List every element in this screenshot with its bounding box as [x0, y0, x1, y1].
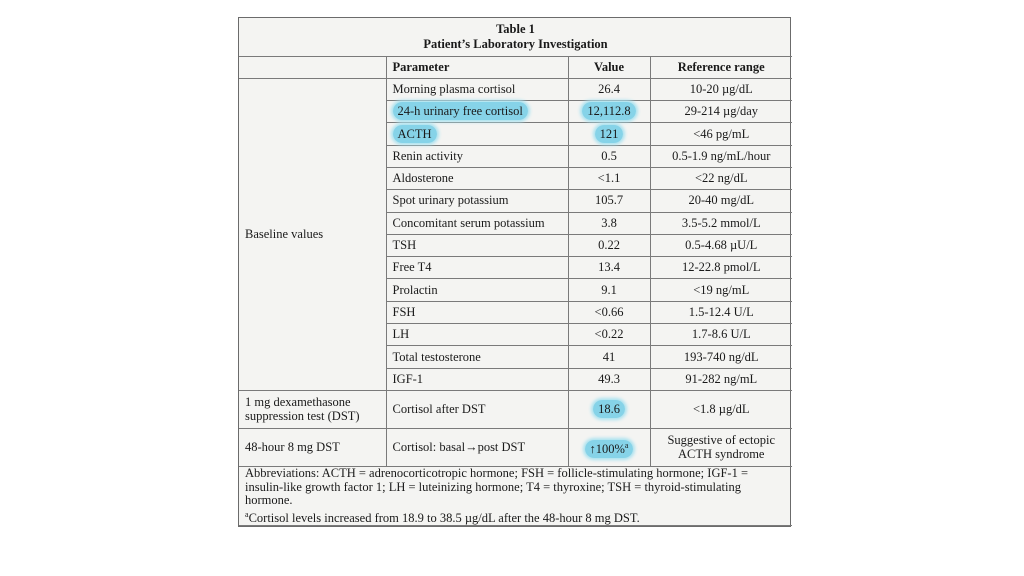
reference-cell: 1.7-8.6 U/L — [650, 324, 792, 346]
reference-cell: 1.5-12.4 U/L — [650, 301, 792, 323]
reference-line2: ACTH syndrome — [678, 447, 765, 462]
reference-cell: <46 pg/mL — [650, 123, 792, 145]
parameter-cell: IGF-1 — [386, 368, 568, 390]
value-cell: 0.5 — [568, 145, 650, 167]
reference-cell: 3.5-5.2 mmol/L — [650, 212, 792, 234]
header-empty — [239, 56, 386, 78]
reference-cell: <1.8 µg/dL — [650, 390, 792, 428]
value-cell: 49.3 — [568, 368, 650, 390]
parameter-cell: Cortisol after DST — [386, 390, 568, 428]
table-title: Table 1 — [496, 21, 535, 36]
group-label-dst — [239, 390, 386, 428]
group-label-baseline: Baseline values — [239, 78, 386, 390]
reference-cell: 0.5-1.9 ng/mL/hour — [650, 145, 792, 167]
value-cell: 105.7 — [568, 190, 650, 212]
table-title-row — [239, 18, 792, 56]
parameter-cell: TSH — [386, 234, 568, 256]
reference-cell: 20-40 mg/dL — [650, 190, 792, 212]
table-row — [239, 390, 792, 428]
value-cell: 9.1 — [568, 279, 650, 301]
value-cell: 41 — [568, 346, 650, 368]
highlighted-parameter: 24-h urinary free cortisol — [393, 102, 528, 120]
parameter-cell: Spot urinary potassium — [386, 190, 568, 212]
footnote-a — [245, 508, 786, 526]
footer-row — [239, 466, 792, 526]
value-cell — [568, 101, 650, 123]
parameter-cell: Free T4 — [386, 257, 568, 279]
reference-cell: 0.5-4.68 µU/L — [650, 234, 792, 256]
parameter-cell — [386, 101, 568, 123]
reference-cell: 193-740 ng/dL — [650, 346, 792, 368]
highlighted-parameter: ACTH — [393, 125, 437, 143]
table-footnotes — [239, 466, 792, 526]
value-cell: 26.4 — [568, 78, 650, 100]
reference-line1: Suggestive of ectopic — [667, 433, 776, 448]
footnote-marker: a — [624, 440, 629, 450]
footnote-a-text: Cortisol levels increased from 18.9 to 38.5 µg/dL after the 48-hour 8 mg DST. — [248, 510, 640, 525]
reference-cell: 29-214 µg/day — [650, 101, 792, 123]
highlighted-value — [585, 440, 634, 458]
parameter-cell: Aldosterone — [386, 167, 568, 189]
reference-cell — [650, 428, 792, 466]
reference-cell: 12-22.8 pmol/L — [650, 257, 792, 279]
reference-cell: <22 ng/dL — [650, 167, 792, 189]
parameter-cell: Cortisol: basal→post DST — [386, 428, 568, 466]
header-reference-range: Reference range — [650, 56, 792, 78]
parameter-cell: Concomitant serum potassium — [386, 212, 568, 234]
header-row — [239, 56, 792, 78]
table-title-cell — [239, 18, 792, 56]
reference-cell: <19 ng/mL — [650, 279, 792, 301]
group-label-dst-line1: 1 mg dexamethasone — [245, 395, 351, 410]
value-cell — [568, 390, 650, 428]
highlighted-value: 121 — [595, 125, 624, 143]
value-cell — [568, 123, 650, 145]
header-parameter: Parameter — [386, 56, 568, 78]
group-label-dst-line2: suppression test (DST) — [245, 409, 360, 424]
value-cell: 3.8 — [568, 212, 650, 234]
table-subtitle: Patient’s Laboratory Investigation — [423, 36, 608, 51]
highlighted-value: 18.6 — [593, 400, 625, 418]
value-cell: 0.22 — [568, 234, 650, 256]
parameter-cell: Morning plasma cortisol — [386, 78, 568, 100]
parameter-cell: LH — [386, 324, 568, 346]
parameter-cell: Total testosterone — [386, 346, 568, 368]
lab-table — [239, 18, 792, 526]
highlighted-value: 12,112.8 — [582, 102, 635, 120]
reference-cell: 10-20 µg/dL — [650, 78, 792, 100]
value-cell — [568, 428, 650, 466]
value-text: ↑100% — [589, 442, 625, 457]
header-value: Value — [568, 56, 650, 78]
parameter-cell: Renin activity — [386, 145, 568, 167]
parameter-cell: FSH — [386, 301, 568, 323]
value-cell: <1.1 — [568, 167, 650, 189]
parameter-cell — [386, 123, 568, 145]
footnote-a-marker: a — [245, 509, 249, 519]
lab-table-document — [238, 17, 791, 527]
value-cell: <0.66 — [568, 301, 650, 323]
value-cell: <0.22 — [568, 324, 650, 346]
table-row — [239, 78, 792, 100]
group-label-8mg-dst: 48-hour 8 mg DST — [239, 428, 386, 466]
table-row — [239, 428, 792, 466]
abbreviations-note: Abbreviations: ACTH = adrenocorticotropic hormone; FSH = follicle-stimulating hormone; IGF-1 = insulin-like growth factor 1; LH = luteinizing hormone; T4 = thyroxine; TSH = thyroid-stimulating hormone. — [245, 465, 749, 508]
parameter-cell: Prolactin — [386, 279, 568, 301]
value-cell: 13.4 — [568, 257, 650, 279]
reference-cell: 91-282 ng/mL — [650, 368, 792, 390]
